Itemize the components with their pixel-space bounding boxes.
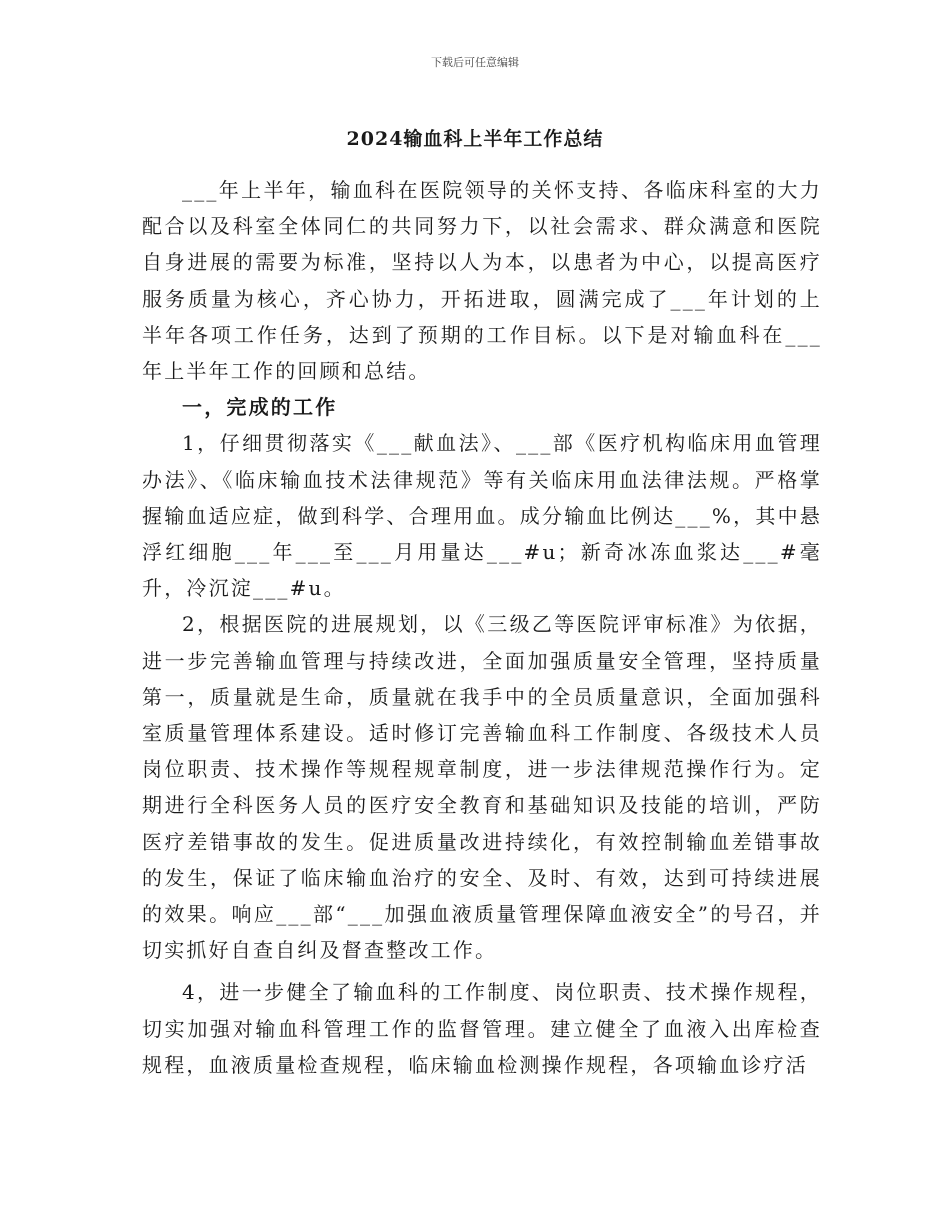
- item-4-paragraph: 4，进一步健全了输血科的工作制度、岗位职责、技术操作规程，切实加强对输血科管理工作的监督管理。建立健全了血液入出库检查规程，血液质量检查规程，临床输血检测操作规程，各项输血诊疗活: [142, 980, 822, 1077]
- header-note: 下载后可任意编辑: [431, 56, 519, 69]
- item-2-paragraph: 2，根据医院的进展规划，以《三级乙等医院评审标准》为依据，进一步完善输血管理与持续改进，全面加强质量安全管理，坚持质量第一，质量就是生命，质量就在我手中的全员质量意识，全面加强科室质量管理体系建设。适时修订完善输血科工作制度、各级技术人员岗位职责、技术操作等规程规章制度，进一步法律规范操作行为。定期进行全科医务人员的医疗安全教育和基础知识及技能的培训，严防医疗差错事故的发生。促进质量改进持续化，有效控制输血差错事故的发生，保证了临床输血治疗的安全、及时、有效，达到可持续进展的效果。响应___部“___加强血液质量管理保障血液安全”的号召，并切实抓好自查自纠及督查整改工作。: [142, 612, 822, 963]
- document-title: 2024输血科上半年工作总结: [346, 128, 604, 150]
- document-body: [142, 172, 822, 1083]
- section-heading-completed-work: 一，完成的工作: [182, 395, 338, 420]
- intro-paragraph: ___年上半年，输血科在医院领导的关怀支持、各临床科室的大力配合以及科室全体同仁的共同努力下，以社会需求、群众满意和医院自身进展的需要为标准，坚持以人为本，以患者为中心，以提高医疗服务质量为核心，齐心协力，开拓进取，圆满完成了___年计划的上半年各项工作任务，达到了预期的工作目标。以下是对输血科在___年上半年工作的回顾和总结。: [142, 178, 822, 384]
- item-1-paragraph: 1，仔细贯彻落实《___献血法》、___部《医疗机构临床用血管理办法》、《临床输血技术法律规范》等有关临床用血法律法规。严格掌握输血适应症，做到科学、合理用血。成分输血比例达___%，其中悬浮红细胞___年___至___月用量达___#u；新奇冰冻血浆达___#毫升，冷沉淀___#u。: [142, 431, 822, 601]
